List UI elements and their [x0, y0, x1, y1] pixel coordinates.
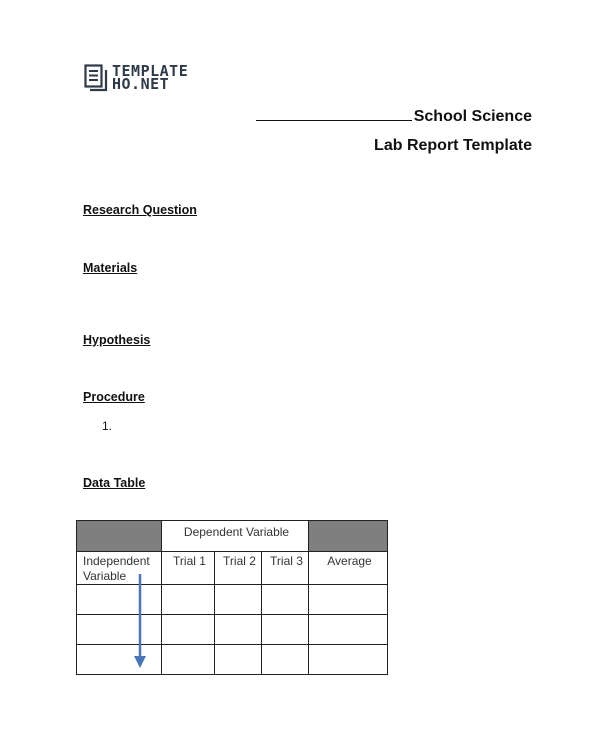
- title-line-2: Lab Report Template: [374, 137, 532, 154]
- title-line-1: [256, 106, 532, 126]
- trial-1-label: Trial 1: [173, 554, 206, 568]
- table-cell[interactable]: [215, 615, 262, 645]
- table-header-row: [77, 521, 388, 552]
- title-school-science: School Science: [413, 108, 532, 125]
- trial-3-header: [262, 552, 309, 585]
- independent-variable-label: Independent Variable: [83, 554, 150, 583]
- table-cell[interactable]: [215, 585, 262, 615]
- table-cell[interactable]: [77, 585, 162, 615]
- heading-hypothesis: Hypothesis: [83, 333, 151, 347]
- independent-variable-header: [77, 552, 162, 585]
- table-cell[interactable]: [262, 645, 309, 675]
- arrow-down-icon: [133, 574, 147, 669]
- table-cell[interactable]: [162, 585, 215, 615]
- trial-2-header: [215, 552, 262, 585]
- table-cell[interactable]: [77, 615, 162, 645]
- trial-2-label: Trial 2: [223, 554, 256, 568]
- trial-1-header: [162, 552, 215, 585]
- table-cell[interactable]: [162, 615, 215, 645]
- table-cell[interactable]: [262, 615, 309, 645]
- table-corner-cell: [77, 521, 162, 552]
- table-row: [77, 585, 388, 615]
- document-icon: [84, 64, 108, 92]
- table-row: [77, 645, 388, 675]
- table-cell[interactable]: [262, 585, 309, 615]
- average-header: [309, 552, 388, 585]
- heading-materials: Materials: [83, 261, 138, 275]
- table-cell[interactable]: [162, 645, 215, 675]
- heading-procedure: Procedure: [83, 390, 145, 404]
- dependent-variable-header: [162, 521, 309, 552]
- average-label: Average: [327, 554, 372, 568]
- table-subheader-row: [77, 552, 388, 585]
- table-cell[interactable]: [309, 585, 388, 615]
- procedure-item-1: 1.: [102, 419, 113, 433]
- table-cell[interactable]: [215, 645, 262, 675]
- table-row: [77, 615, 388, 645]
- dependent-variable-label: Dependent Variable: [183, 525, 290, 539]
- data-table: [76, 520, 388, 675]
- heading-data-table: Data Table: [83, 476, 146, 490]
- table-cell[interactable]: [309, 615, 388, 645]
- table-cell[interactable]: [309, 645, 388, 675]
- name-blank-line: [256, 106, 412, 121]
- table-average-gray-cell: [309, 521, 388, 552]
- heading-research-question: Research Question: [83, 203, 197, 217]
- templateho-logo: [84, 64, 188, 92]
- logo-line-1: TEMPLATE: [112, 62, 189, 80]
- table-cell[interactable]: [77, 645, 162, 675]
- logo-wordmark: [112, 62, 189, 93]
- logo-line-2: HO.NET: [112, 75, 170, 93]
- trial-3-label: Trial 3: [270, 554, 303, 568]
